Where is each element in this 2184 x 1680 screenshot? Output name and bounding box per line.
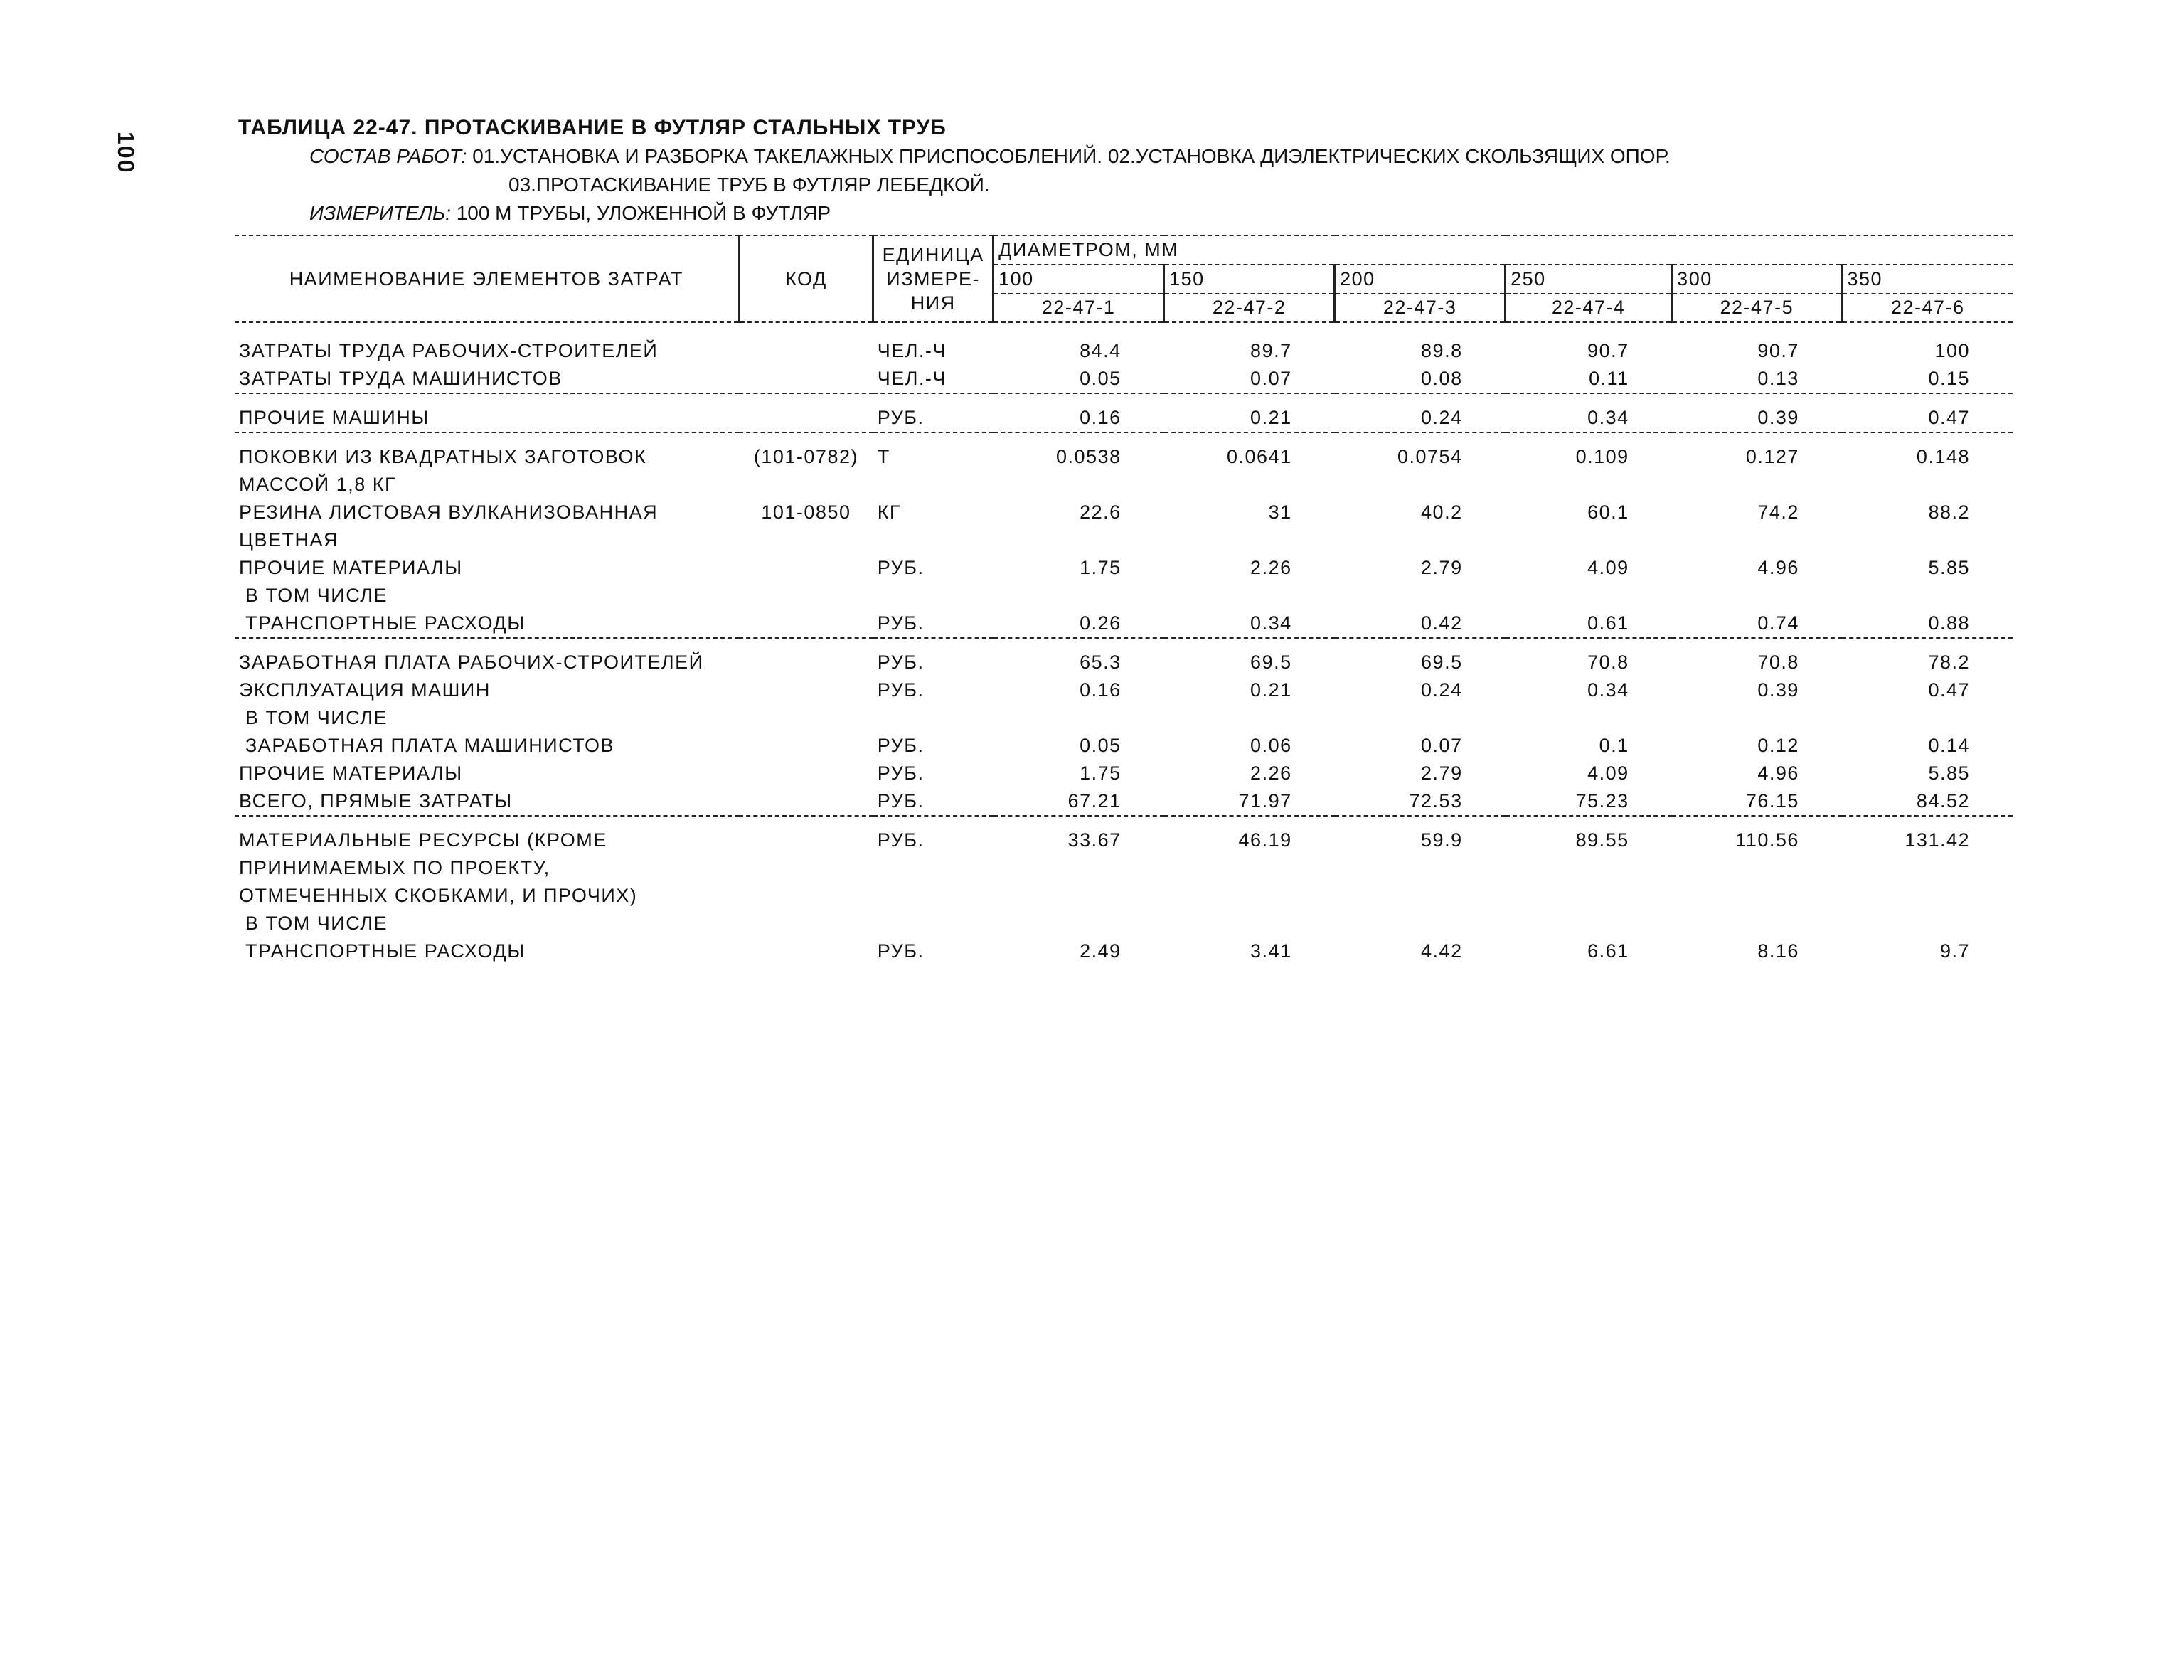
row-name: В ТОМ ЧИСЛЕ bbox=[239, 585, 388, 606]
document-header bbox=[238, 114, 2016, 228]
row-value: 78.2 bbox=[1928, 652, 1970, 673]
row-code bbox=[739, 471, 873, 499]
row-value: 46.19 bbox=[1238, 829, 1292, 851]
row-name: ЭКСПЛУАТАЦИЯ МАШИН bbox=[239, 679, 491, 701]
row-value: 0.109 bbox=[1575, 446, 1629, 467]
row-code bbox=[739, 610, 873, 638]
row-value bbox=[994, 854, 1164, 882]
row-value bbox=[1672, 854, 1842, 882]
row-value bbox=[1506, 582, 1672, 610]
row-value: 0.16 bbox=[1080, 407, 1122, 428]
row-value: 2.49 bbox=[1080, 940, 1122, 962]
row-value: 9.7 bbox=[1939, 940, 1970, 962]
row-code bbox=[739, 404, 873, 432]
row-value bbox=[994, 526, 1164, 554]
work-text-1: 01.УСТАНОВКА И РАЗБОРКА ТАКЕЛАЖНЫХ ПРИСПОСОБЛЕНИЙ. 02.УСТАНОВКА ДИЭЛЕКТРИЧЕСКИХ СКОЛЬЗЯЩИХ ОПОР. bbox=[472, 145, 1671, 167]
row-value: 0.127 bbox=[1745, 446, 1799, 467]
row-value: 2.26 bbox=[1250, 557, 1292, 578]
norm-code-4: 22-47-4 bbox=[1506, 294, 1672, 322]
row-value bbox=[1164, 471, 1335, 499]
row-value bbox=[994, 910, 1164, 937]
row-code bbox=[739, 337, 873, 365]
row-value: 6.61 bbox=[1587, 940, 1629, 962]
row-value: 60.1 bbox=[1587, 501, 1629, 523]
row-code: (101-0782) bbox=[753, 446, 858, 467]
norm-code-3: 22-47-3 bbox=[1335, 294, 1506, 322]
row-value: 89.7 bbox=[1250, 340, 1292, 361]
row-value: 0.08 bbox=[1421, 368, 1463, 389]
row-unit: РУБ. bbox=[877, 407, 925, 428]
table-row bbox=[235, 404, 2013, 432]
col-unit-line-2: ИЗМЕРЕ- bbox=[886, 268, 981, 289]
table-row bbox=[235, 649, 2013, 676]
row-unit bbox=[873, 882, 994, 910]
row-value bbox=[1335, 910, 1506, 937]
row-value bbox=[1164, 882, 1335, 910]
row-value bbox=[1506, 854, 1672, 882]
row-value: 89.55 bbox=[1575, 829, 1629, 851]
row-value bbox=[1672, 704, 1842, 732]
row-value: 0.05 bbox=[1080, 735, 1122, 756]
row-value: 76.15 bbox=[1745, 790, 1799, 812]
row-name: В ТОМ ЧИСЛЕ bbox=[239, 913, 388, 934]
row-value: 0.34 bbox=[1250, 612, 1292, 634]
row-value: 0.47 bbox=[1928, 679, 1970, 701]
col-unit-line-3: НИЯ bbox=[910, 292, 956, 314]
diameter-250: 250 bbox=[1506, 265, 1672, 294]
row-value: 0.16 bbox=[1080, 679, 1122, 701]
row-code bbox=[739, 732, 873, 760]
row-value: 84.4 bbox=[1080, 340, 1122, 361]
row-value bbox=[1164, 854, 1335, 882]
row-name: ЗАТРАТЫ ТРУДА МАШИНИСТОВ bbox=[239, 368, 563, 389]
row-code bbox=[739, 649, 873, 676]
row-value: 74.2 bbox=[1757, 501, 1799, 523]
norm-code-1: 22-47-1 bbox=[994, 294, 1164, 322]
row-value bbox=[1335, 471, 1506, 499]
work-label: СОСТАВ РАБОТ: bbox=[309, 145, 467, 167]
row-name: ОТМЕЧЕННЫХ СКОБКАМИ, И ПРОЧИХ) bbox=[239, 885, 638, 906]
table-row bbox=[235, 787, 2013, 816]
col-unit-header bbox=[873, 236, 994, 322]
col-code-header: КОД bbox=[739, 236, 873, 322]
diameter-150: 150 bbox=[1164, 265, 1335, 294]
row-name: ЗАРАБОТНАЯ ПЛАТА РАБОЧИХ-СТРОИТЕЛЕЙ bbox=[239, 652, 704, 673]
row-value: 70.8 bbox=[1587, 652, 1629, 673]
row-value bbox=[1164, 704, 1335, 732]
row-value: 4.42 bbox=[1421, 940, 1463, 962]
row-code bbox=[739, 882, 873, 910]
table-header bbox=[235, 235, 2013, 323]
row-value: 0.13 bbox=[1757, 368, 1799, 389]
row-name: ТРАНСПОРТНЫЕ РАСХОДЫ bbox=[239, 940, 526, 962]
row-unit bbox=[873, 526, 994, 554]
row-value: 0.1 bbox=[1599, 735, 1629, 756]
row-unit bbox=[873, 471, 994, 499]
measure-label: ИЗМЕРИТЕЛЬ: bbox=[309, 202, 451, 224]
table-row bbox=[235, 732, 2013, 760]
row-unit: РУБ. bbox=[877, 940, 925, 962]
row-value: 0.14 bbox=[1928, 735, 1970, 756]
row-value bbox=[1506, 910, 1672, 937]
norm-code-6: 22-47-6 bbox=[1842, 294, 2013, 322]
row-value: 0.61 bbox=[1587, 612, 1629, 634]
row-name: ПРОЧИЕ МАТЕРИАЛЫ bbox=[239, 557, 463, 578]
row-unit bbox=[873, 854, 994, 882]
table-row bbox=[235, 910, 2013, 937]
table-row bbox=[235, 704, 2013, 732]
row-value: 89.8 bbox=[1421, 340, 1463, 361]
row-value bbox=[1164, 526, 1335, 554]
row-value bbox=[1335, 854, 1506, 882]
page-number: 100 bbox=[113, 132, 139, 174]
row-value: 90.7 bbox=[1587, 340, 1629, 361]
row-value bbox=[1842, 882, 2013, 910]
row-value: 70.8 bbox=[1757, 652, 1799, 673]
table-row bbox=[235, 882, 2013, 910]
row-name: В ТОМ ЧИСЛЕ bbox=[239, 707, 388, 728]
row-code bbox=[739, 526, 873, 554]
row-value: 65.3 bbox=[1080, 652, 1122, 673]
row-name: ЗАТРАТЫ ТРУДА РАБОЧИХ-СТРОИТЕЛЕЙ bbox=[239, 340, 659, 361]
row-value bbox=[1842, 582, 2013, 610]
table-row bbox=[235, 526, 2013, 554]
row-value: 33.67 bbox=[1067, 829, 1122, 851]
row-name: ЦВЕТНАЯ bbox=[239, 529, 339, 551]
row-unit: РУБ. bbox=[877, 612, 925, 634]
table-row bbox=[235, 471, 2013, 499]
row-value: 90.7 bbox=[1757, 340, 1799, 361]
col-diameter-header: ДИАМЕТРОМ, ММ bbox=[994, 236, 2013, 265]
row-value: 0.0754 bbox=[1397, 446, 1463, 467]
row-value: 40.2 bbox=[1421, 501, 1463, 523]
row-value bbox=[1842, 704, 2013, 732]
row-value: 3.41 bbox=[1250, 940, 1292, 962]
table-body bbox=[235, 323, 2013, 965]
col-unit-line-1: ЕДИНИЦА bbox=[882, 244, 984, 265]
row-value bbox=[1506, 526, 1672, 554]
row-value bbox=[1672, 471, 1842, 499]
row-value: 0.34 bbox=[1587, 679, 1629, 701]
row-value: 0.21 bbox=[1250, 679, 1292, 701]
row-value: 0.34 bbox=[1587, 407, 1629, 428]
diameter-100: 100 bbox=[994, 265, 1164, 294]
row-value bbox=[1842, 471, 2013, 499]
row-value: 1.75 bbox=[1080, 557, 1122, 578]
row-value: 0.07 bbox=[1250, 368, 1292, 389]
row-value bbox=[1672, 910, 1842, 937]
row-value: 59.9 bbox=[1421, 829, 1463, 851]
row-value bbox=[994, 882, 1164, 910]
row-value: 69.5 bbox=[1250, 652, 1292, 673]
diameter-200: 200 bbox=[1335, 265, 1506, 294]
row-unit: РУБ. bbox=[877, 679, 925, 701]
row-code bbox=[739, 365, 873, 393]
row-code bbox=[739, 554, 873, 582]
row-unit: РУБ. bbox=[877, 829, 925, 851]
row-value: 0.06 bbox=[1250, 735, 1292, 756]
row-name: ПРИНИМАЕМЫХ ПО ПРОЕКТУ, bbox=[239, 857, 550, 878]
row-value bbox=[1506, 882, 1672, 910]
row-unit: РУБ. bbox=[877, 762, 925, 784]
row-code bbox=[739, 826, 873, 854]
row-code bbox=[739, 760, 873, 787]
measure-text: 100 М ТРУБЫ, УЛОЖЕННОЙ В ФУТЛЯР bbox=[456, 202, 831, 224]
col-name-header: НАИМЕНОВАНИЕ ЭЛЕМЕНТОВ ЗАТРАТ bbox=[289, 267, 683, 289]
row-value: 100 bbox=[1934, 340, 1970, 361]
row-value bbox=[1335, 582, 1506, 610]
row-value: 2.79 bbox=[1421, 762, 1463, 784]
row-value: 0.15 bbox=[1928, 368, 1970, 389]
norm-code-2: 22-47-2 bbox=[1164, 294, 1335, 322]
row-value: 0.148 bbox=[1916, 446, 1970, 467]
row-code bbox=[739, 854, 873, 882]
row-name: РЕЗИНА ЛИСТОВАЯ ВУЛКАНИЗОВАННАЯ bbox=[239, 501, 659, 523]
table-row bbox=[235, 610, 2013, 638]
row-unit: РУБ. bbox=[877, 790, 925, 812]
table-title: ТАБЛИЦА 22-47. ПРОТАСКИВАНИЕ В ФУТЛЯР СТАЛЬНЫХ ТРУБ bbox=[238, 116, 947, 139]
table-row bbox=[235, 499, 2013, 526]
row-code: 101-0850 bbox=[761, 501, 851, 523]
row-value: 8.16 bbox=[1757, 940, 1799, 962]
row-code bbox=[739, 910, 873, 937]
row-name: ПРОЧИЕ МАТЕРИАЛЫ bbox=[239, 762, 463, 784]
table-row bbox=[235, 676, 2013, 704]
row-value: 5.85 bbox=[1928, 762, 1970, 784]
row-value bbox=[1506, 471, 1672, 499]
row-value: 4.09 bbox=[1587, 557, 1629, 578]
row-unit bbox=[873, 704, 994, 732]
row-name: МАССОЙ 1,8 КГ bbox=[239, 474, 397, 495]
table-row bbox=[235, 365, 2013, 393]
row-value bbox=[994, 582, 1164, 610]
row-unit bbox=[873, 582, 994, 610]
row-value: 0.24 bbox=[1421, 407, 1463, 428]
row-name: ТРАНСПОРТНЫЕ РАСХОДЫ bbox=[239, 612, 526, 634]
table-row bbox=[235, 554, 2013, 582]
row-value bbox=[1164, 582, 1335, 610]
row-unit: КГ bbox=[877, 501, 902, 523]
row-value bbox=[1842, 910, 2013, 937]
row-unit bbox=[873, 910, 994, 937]
work-text-2: 03.ПРОТАСКИВАНИЕ ТРУБ В ФУТЛЯР ЛЕБЕДКОЙ. bbox=[508, 174, 990, 196]
row-value: 75.23 bbox=[1575, 790, 1629, 812]
row-code bbox=[739, 704, 873, 732]
row-value: 71.97 bbox=[1238, 790, 1292, 812]
measure-unit bbox=[238, 199, 2016, 228]
row-value: 0.42 bbox=[1421, 612, 1463, 634]
row-unit: РУБ. bbox=[877, 557, 925, 578]
row-value: 110.56 bbox=[1735, 829, 1799, 851]
table-row bbox=[235, 443, 2013, 471]
row-value: 0.07 bbox=[1421, 735, 1463, 756]
row-value: 4.96 bbox=[1757, 557, 1799, 578]
row-value: 0.74 bbox=[1757, 612, 1799, 634]
row-name: МАТЕРИАЛЬНЫЕ РЕСУРСЫ (КРОМЕ bbox=[239, 829, 607, 851]
diameter-350: 350 bbox=[1842, 265, 2013, 294]
row-code bbox=[739, 937, 873, 965]
row-value bbox=[1335, 704, 1506, 732]
row-unit: ЧЕЛ.-Ч bbox=[877, 368, 947, 389]
row-value: 2.26 bbox=[1250, 762, 1292, 784]
row-code bbox=[739, 787, 873, 816]
table-row bbox=[235, 582, 2013, 610]
row-code bbox=[739, 582, 873, 610]
row-value: 84.52 bbox=[1916, 790, 1970, 812]
cost-table bbox=[235, 235, 2013, 965]
row-value bbox=[1335, 526, 1506, 554]
row-unit: РУБ. bbox=[877, 652, 925, 673]
row-value: 0.11 bbox=[1589, 368, 1629, 389]
row-unit: РУБ. bbox=[877, 735, 925, 756]
row-value: 4.96 bbox=[1757, 762, 1799, 784]
row-name: ЗАРАБОТНАЯ ПЛАТА МАШИНИСТОВ bbox=[239, 735, 615, 756]
row-value bbox=[994, 471, 1164, 499]
row-value bbox=[1335, 882, 1506, 910]
row-value: 5.85 bbox=[1928, 557, 1970, 578]
row-unit: ЧЕЛ.-Ч bbox=[877, 340, 947, 361]
row-name: ВСЕГО, ПРЯМЫЕ ЗАТРАТЫ bbox=[239, 790, 513, 812]
work-composition bbox=[238, 142, 2016, 171]
row-value: 31 bbox=[1268, 501, 1292, 523]
row-value bbox=[994, 704, 1164, 732]
row-value: 69.5 bbox=[1421, 652, 1463, 673]
row-code bbox=[739, 676, 873, 704]
row-value: 72.53 bbox=[1409, 790, 1463, 812]
diameter-300: 300 bbox=[1672, 265, 1842, 294]
row-unit: Т bbox=[877, 446, 890, 467]
row-value bbox=[1842, 854, 2013, 882]
row-value: 0.12 bbox=[1757, 735, 1799, 756]
row-value: 131.42 bbox=[1905, 829, 1970, 851]
row-value: 0.39 bbox=[1757, 679, 1799, 701]
row-value: 0.24 bbox=[1421, 679, 1463, 701]
row-value bbox=[1672, 526, 1842, 554]
table-row bbox=[235, 826, 2013, 854]
table-row bbox=[235, 937, 2013, 965]
row-name: ПОКОВКИ ИЗ КВАДРАТНЫХ ЗАГОТОВОК bbox=[239, 446, 647, 467]
row-value: 67.21 bbox=[1067, 790, 1122, 812]
row-value: 22.6 bbox=[1080, 501, 1122, 523]
row-value: 88.2 bbox=[1928, 501, 1970, 523]
table-row bbox=[235, 760, 2013, 787]
row-value bbox=[1506, 704, 1672, 732]
row-value: 0.88 bbox=[1928, 612, 1970, 634]
norm-code-5: 22-47-5 bbox=[1672, 294, 1842, 322]
row-value: 0.05 bbox=[1080, 368, 1122, 389]
row-value bbox=[1672, 882, 1842, 910]
row-value: 0.39 bbox=[1757, 407, 1799, 428]
table-row bbox=[235, 854, 2013, 882]
row-name: ПРОЧИЕ МАШИНЫ bbox=[239, 407, 430, 428]
row-value: 0.0538 bbox=[1056, 446, 1122, 467]
row-value: 0.0641 bbox=[1227, 446, 1292, 467]
row-value: 0.47 bbox=[1928, 407, 1970, 428]
row-value bbox=[1164, 910, 1335, 937]
row-value: 2.79 bbox=[1421, 557, 1463, 578]
row-value: 0.26 bbox=[1080, 612, 1122, 634]
table-row bbox=[235, 337, 2013, 365]
row-value bbox=[1672, 582, 1842, 610]
row-value: 4.09 bbox=[1587, 762, 1629, 784]
row-value: 0.21 bbox=[1250, 407, 1292, 428]
row-value: 1.75 bbox=[1080, 762, 1122, 784]
row-value bbox=[1842, 526, 2013, 554]
